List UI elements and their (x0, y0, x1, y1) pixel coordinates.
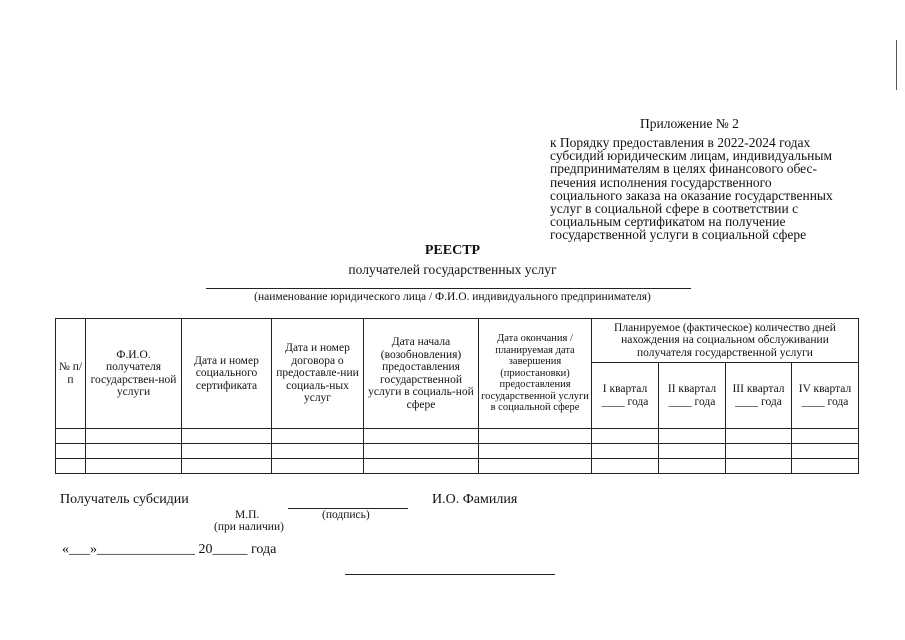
header-planned-days: Планируемое (фактическое) количество дней нахождения на социальном обслуживании получателя государственной услуги (592, 319, 859, 363)
appendix-line: услуг в социальной сфере в соответствии с (550, 201, 799, 217)
table-cell (364, 459, 479, 474)
table-cell (56, 444, 86, 459)
appendix-line: предпринимателям в целях финансового обес- (550, 161, 817, 177)
table-cell (726, 459, 792, 474)
header-quarter-3: III квартал ____ года (726, 363, 792, 429)
recipient-name: И.О. Фамилия (432, 492, 518, 507)
header-fio: Ф.И.О. получателя государствен-ной услуги (86, 319, 182, 429)
table-cell (659, 429, 726, 444)
organization-name-line (206, 288, 691, 289)
header-contract: Дата и номер договора о предоставле-нии социаль-ных услуг (272, 319, 364, 429)
table-cell (182, 444, 272, 459)
appendix-title: Приложение № 2 (640, 116, 739, 131)
table-row (56, 429, 859, 444)
seal-note: (при наличии) (214, 521, 284, 533)
table-cell (182, 459, 272, 474)
header-start-date: Дата начала (возобновления) предоставления государственной услуги в социаль-ной сфере (364, 319, 479, 429)
table-cell (592, 429, 659, 444)
appendix-text (550, 136, 850, 242)
page-edge-mark (896, 40, 897, 90)
table-header-row (56, 319, 859, 363)
table-cell (479, 459, 592, 474)
appendix-line: государственной услуги в социальной сфере (550, 227, 807, 243)
table-cell (272, 444, 364, 459)
table-cell (792, 429, 859, 444)
table-cell (86, 429, 182, 444)
recipient-label: Получатель субсидии (60, 492, 189, 507)
table-cell (592, 459, 659, 474)
table-row (56, 459, 859, 474)
table-cell (56, 429, 86, 444)
header-end-date: Дата окончания / планируемая дата завершения (приостановки) предоставления государственной услуги в социальной сфере (479, 319, 592, 429)
register-table (55, 318, 859, 474)
table-cell (479, 444, 592, 459)
table-cell (726, 444, 792, 459)
table-cell (659, 459, 726, 474)
register-title: РЕЕСТР (424, 243, 481, 258)
table-cell (272, 429, 364, 444)
table-cell (792, 459, 859, 474)
appendix-line: к Порядку предоставления в 2022-2024 годах (550, 135, 811, 150)
signature-caption: (подпись) (322, 509, 370, 521)
table-cell (272, 459, 364, 474)
bottom-line (345, 574, 555, 575)
table-row (56, 444, 859, 459)
header-number: № п/п (56, 319, 86, 429)
table-cell (792, 444, 859, 459)
table-cell (86, 459, 182, 474)
appendix-line: субсидий юридическим лицам, индивидуальным (550, 148, 833, 164)
appendix-line: печения исполнения государственного (550, 174, 772, 190)
table-cell (364, 444, 479, 459)
seal-label: М.П. (235, 509, 260, 521)
register-subtitle: получателей государственных услуг (348, 262, 557, 277)
table-cell (86, 444, 182, 459)
table-cell (726, 429, 792, 444)
appendix-line: социальным сертификатом на получение (550, 214, 786, 230)
table-cell (56, 459, 86, 474)
header-quarter-2: II квартал ____ года (659, 363, 726, 429)
organization-name-caption: (наименование юридического лица / Ф.И.О. индивидуального предпринимателя) (254, 291, 651, 303)
header-quarter-4: IV квартал ____ года (792, 363, 859, 429)
appendix-line: социального заказа на оказание государственных (550, 187, 833, 203)
header-certificate: Дата и номер социального сертификата (182, 319, 272, 429)
header-quarter-1: I квартал ____ года (592, 363, 659, 429)
table-cell (182, 429, 272, 444)
table-cell (659, 444, 726, 459)
table-cell (479, 429, 592, 444)
table-cell (364, 429, 479, 444)
table-cell (592, 444, 659, 459)
date-line: «___»______________ 20_____ года (62, 542, 277, 557)
